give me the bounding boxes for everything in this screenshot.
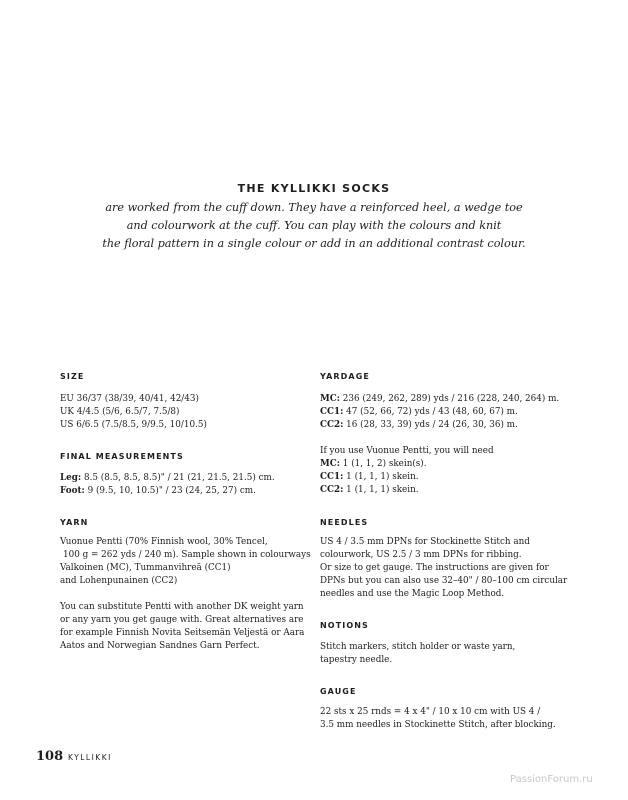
left-column: [60, 0, 320, 800]
page-title: THE KYLLIKKI SOCKS: [237, 182, 391, 195]
intro-line: are worked from the cuff down. They have a reinforced heel, a wedge toe: [105, 201, 523, 214]
gauge-line: 22 sts x 25 rnds = 4 x 4" / 10 x 10 cm with US 4 /: [320, 707, 541, 717]
size-line: UK 4/4.5 (5/6, 6.5/7, 7.5/8): [60, 407, 180, 417]
pentti-mc-label: MC:: [320, 459, 340, 469]
gauge-line: 3.5 mm needles in Stockinette Stitch, after blocking.: [320, 720, 556, 730]
yardage-cc1-label: CC1:: [320, 407, 344, 417]
yardage-mc-label: MC:: [320, 394, 340, 404]
needles-heading: NEEDLES: [320, 518, 369, 527]
needles-line: DPNs but you can also use 32–40" / 80–100 cm circular: [320, 576, 568, 586]
yardage-cc2-value: 16 (28, 33, 39) yds / 24 (26, 30, 36) m.: [343, 420, 518, 430]
yarn-substitute-line: You can substitute Pentti with another DK weight yarn: [60, 602, 304, 612]
yarn-line: Valkoinen (MC), Tummanvihreä (CC1): [60, 563, 231, 573]
notions-line: tapestry needle.: [320, 655, 393, 665]
right-column: [320, 0, 620, 800]
pentti-cc1-label: CC1:: [320, 472, 344, 482]
yardage-cc2: [320, 419, 518, 432]
yarn-substitute-line: for example Finnish Novita Seitsemän Veljestä or Aara: [60, 628, 305, 638]
intro-line: and colourwork at the cuff. You can play with the colours and knit: [126, 219, 502, 232]
intro-line: the floral pattern in a single colour or add in an additional contrast colour.: [102, 237, 526, 250]
yarn-substitute-line: or any yarn you get gauge with. Great alternatives are: [60, 615, 304, 625]
yarn-substitute-line: Aatos and Norwegian Sandnes Garn Perfect.: [60, 641, 260, 651]
notions-line: Stitch markers, stitch holder or waste yarn,: [320, 642, 516, 652]
pentti-cc2-value: 1 (1, 1, 1) skein.: [343, 485, 419, 495]
yarn-line: 100 g = 262 yds / 240 m). Sample shown in colourways: [63, 550, 311, 560]
yardage-heading: YARDAGE: [320, 372, 370, 381]
watermark: PassionForum.ru: [510, 774, 593, 785]
size-line: EU 36/37 (38/39, 40/41, 42/43): [60, 394, 199, 404]
page-number: 108: [36, 749, 64, 764]
foot-measurement: [60, 485, 256, 498]
yarn-line: and Lohenpunainen (CC2): [60, 576, 178, 586]
yardage-cc2-label: CC2:: [320, 420, 344, 430]
pentti-cc2-label: CC2:: [320, 485, 344, 495]
measurements-heading: FINAL MEASUREMENTS: [60, 452, 184, 461]
size-heading: SIZE: [60, 372, 85, 381]
needles-line: Or size to get gauge. The instructions are given for: [320, 563, 549, 573]
leg-label: Leg:: [60, 473, 82, 483]
pentti-cc2: [320, 484, 419, 497]
needles-line: US 4 / 3.5 mm DPNs for Stockinette Stitch and: [320, 537, 530, 547]
yardage-mc-value: 236 (249, 262, 289) yds / 216 (228, 240, 264) m.: [340, 394, 560, 404]
notions-heading: NOTIONS: [320, 621, 369, 630]
needles-line: needles and use the Magic Loop Method.: [320, 589, 505, 599]
pentti-mc-value: 1 (1, 1, 2) skein(s).: [340, 459, 427, 469]
gauge-heading: GAUGE: [320, 687, 357, 696]
leg-value: 8.5 (8.5, 8.5, 8.5)" / 21 (21, 21.5, 21.5) cm.: [81, 473, 275, 483]
pentti-cc1: [320, 471, 419, 484]
yardage-cc1: [320, 406, 518, 419]
pentti-cc1-value: 1 (1, 1, 1) skein.: [343, 472, 419, 482]
yarn-heading: YARN: [60, 518, 89, 527]
pentti-intro: If you use Vuonue Pentti, you will need: [320, 446, 494, 456]
yardage-mc: [320, 393, 559, 406]
size-line: US 6/6.5 (7.5/8.5, 9/9.5, 10/10.5): [60, 420, 207, 430]
pentti-mc: [320, 458, 427, 471]
foot-label: Foot:: [60, 486, 85, 496]
needles-line: colourwork, US 2.5 / 3 mm DPNs for ribbing.: [320, 550, 522, 560]
foot-value: 9 (9.5, 10, 10.5)" / 23 (24, 25, 27) cm.: [84, 486, 256, 496]
yarn-line: Vuonue Pentti (70% Finnish wool, 30% Tencel,: [60, 537, 268, 547]
yardage-cc1-value: 47 (52, 66, 72) yds / 43 (48, 60, 67) m.: [343, 407, 518, 417]
section-name: KYLLIKKI: [68, 753, 112, 762]
leg-measurement: [60, 472, 275, 485]
